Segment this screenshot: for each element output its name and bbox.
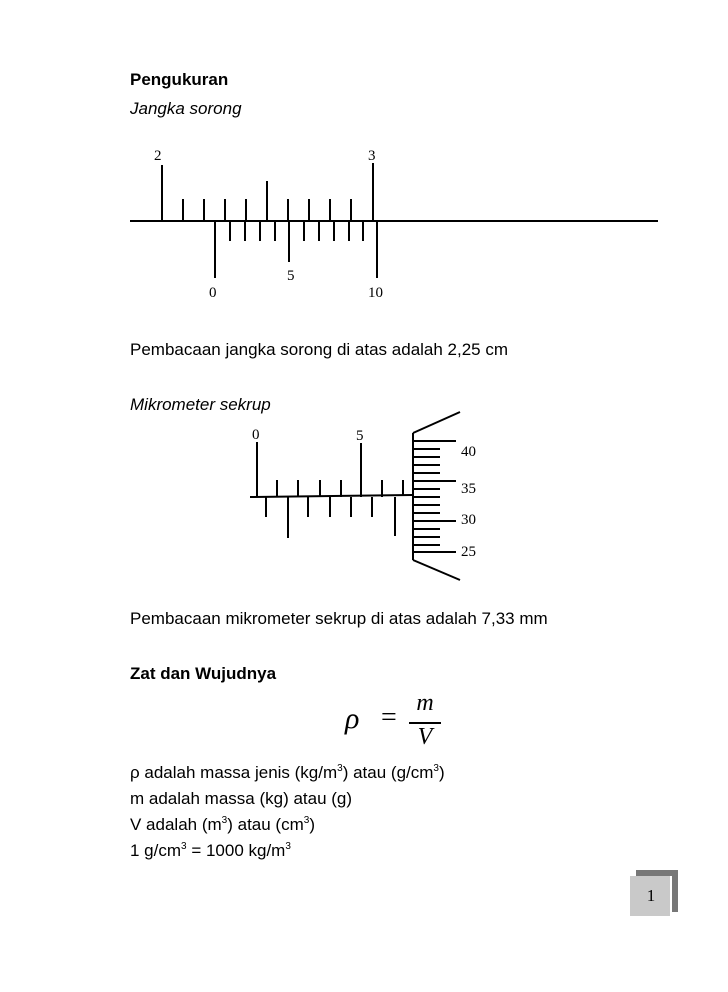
density-formula: [345, 690, 445, 760]
caliper-label-2: 2: [154, 148, 162, 164]
definition-conversion: 1 $g/cm^3 = 1000$ $kg/m^3$: [130, 841, 291, 860]
micrometer-sleeve-label-5: 5: [356, 428, 364, 444]
caliper-vernier-label-0: 0: [209, 285, 217, 301]
micrometer-thimble-label-25: 25: [461, 544, 476, 560]
definition-rho: ρ adalah massa jenis $(kg/m^3)$ atau $(g/cm^3)$: [130, 763, 445, 782]
caliper-vernier-label-10: 10: [368, 285, 383, 301]
micrometer-thimble-bottom: [413, 560, 460, 580]
page-number: 1: [646, 886, 656, 905]
definition-m: m adalah massa (kg) atau (g): [130, 789, 353, 808]
micrometer-thimble-label-40: 40: [461, 444, 476, 460]
subheading-mikrometer: Mikrometer sekrup: [130, 395, 271, 414]
formula-numerator: m: [416, 690, 434, 716]
page-number-box: [630, 870, 672, 912]
micrometer-thimble-label-35: 35: [461, 481, 476, 497]
formula-denominator: V: [417, 724, 433, 750]
caliper-reading-text: Pembacaan jangka sorong di atas adalah 2,25 cm: [130, 340, 509, 359]
heading-pengukuran: Pengukuran: [130, 70, 229, 89]
formula-equals: =: [381, 702, 397, 733]
formula-rho: ρ: [345, 702, 360, 735]
micrometer-thimble-top: [413, 412, 460, 433]
caliper-label-3: 3: [368, 148, 376, 164]
micrometer-sleeve-label-0: 0: [252, 427, 260, 443]
micrometer-thimble-label-30: 30: [461, 512, 476, 528]
subheading-jangka-sorong: Jangka sorong: [130, 99, 242, 118]
micrometer-sleeve-line: [250, 495, 412, 497]
caliper-vernier-label-5: 5: [287, 268, 295, 284]
micrometer-reading-text: Pembacaan mikrometer sekrup di atas adalah 7,33 mm: [130, 609, 548, 628]
definition-v: V adalah $(m^3)$ atau $(cm^3)$: [130, 815, 315, 834]
heading-zat-wujud: Zat dan Wujudnya: [130, 664, 277, 683]
